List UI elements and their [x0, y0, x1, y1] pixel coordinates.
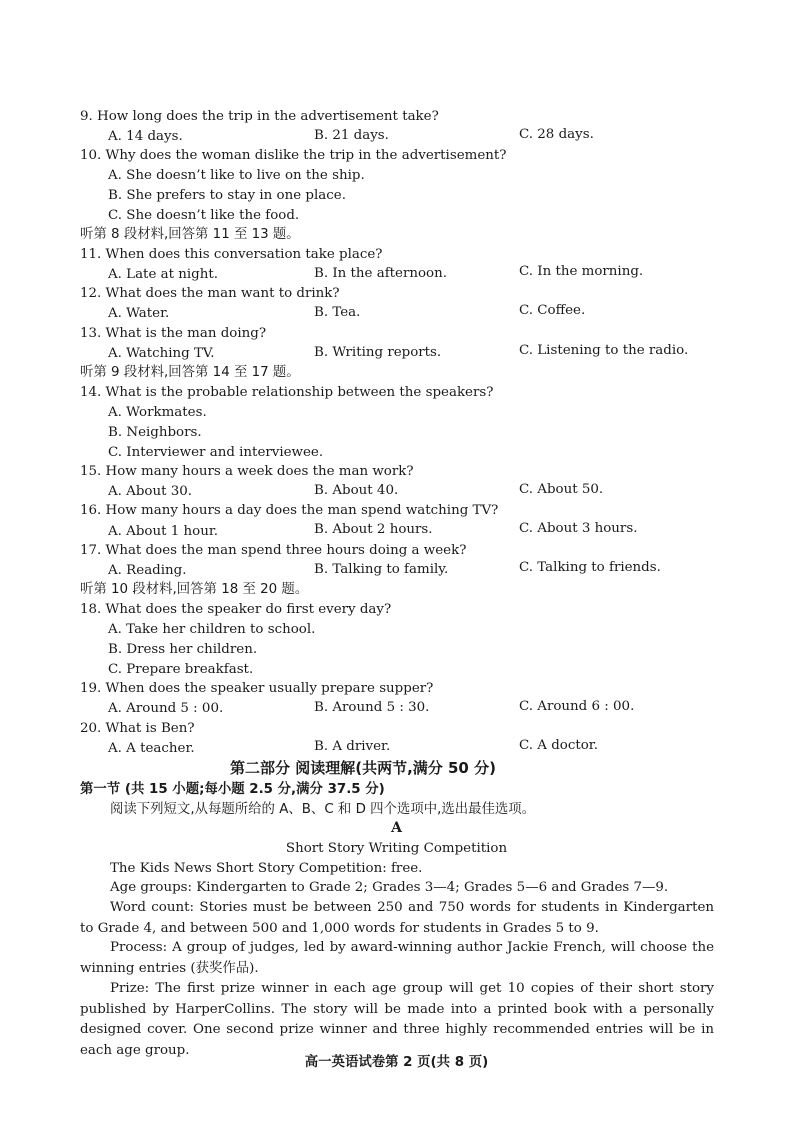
question-15-option-c: C. About 50. [519, 482, 604, 497]
question-9-option-a: A. 14 days. [108, 129, 183, 144]
question-12-option-c: C. Coffee. [519, 303, 586, 318]
question-18-option-a: A. Take her children to school. [108, 622, 316, 637]
question-14-option-a: A. Workmates. [108, 405, 207, 420]
question-14-option-c: C. Interviewer and interviewee. [108, 445, 324, 460]
page-footer: 高一英语试卷第 2 页(共 8 页) [304, 1055, 489, 1070]
passage-paragraph-4: Process: A group of judges, led by award-winning author Jackie French, will choose the winning entries (获奖作品). [80, 940, 714, 976]
question-9-option-c: C. 28 days. [519, 127, 594, 142]
question-17-stem: 17. What does the man spend three hours doing a week? [80, 543, 467, 558]
question-18-stem: 18. What does the speaker do first every day? [80, 602, 392, 617]
part-two-title: 第二部分 阅读理解(共两节,满分 50 分) [230, 759, 496, 777]
question-12-stem: 12. What does the man want to drink? [80, 286, 340, 301]
question-11-option-b: B. In the afternoon. [314, 266, 447, 281]
question-13-stem: 13. What is the man doing? [80, 326, 267, 341]
question-10-option-a: A. She doesn’t like to live on the ship. [108, 168, 365, 183]
question-16-option-c: C. About 3 hours. [519, 521, 638, 536]
question-14-stem: 14. What is the probable relationship between the speakers? [80, 385, 494, 400]
question-11-option-a: A. Late at night. [108, 267, 218, 282]
question-15-option-a: A. About 30. [108, 484, 193, 499]
question-19-option-b: B. Around 5 : 30. [314, 700, 430, 715]
question-15-option-b: B. About 40. [314, 483, 399, 498]
section-one-heading: 第一节 (共 15 小题;每小题 2.5 分,满分 37.5 分) [80, 782, 385, 797]
question-10-option-b: B. She prefers to stay in one place. [108, 188, 346, 203]
question-19-stem: 19. When does the speaker usually prepare supper? [80, 681, 434, 696]
question-16-stem: 16. How many hours a day does the man spend watching TV? [80, 503, 499, 518]
section-9-heading: 听第 9 段材料,回答第 14 至 17 题。 [80, 365, 300, 380]
question-20-option-b: B. A driver. [314, 739, 391, 754]
passage-paragraph-2: Age groups: Kindergarten to Grade 2; Grades 3—4; Grades 5—6 and Grades 7—9. [110, 880, 669, 895]
question-9-option-b: B. 21 days. [314, 128, 389, 143]
question-16-option-b: B. About 2 hours. [314, 522, 433, 537]
question-17-option-b: B. Talking to family. [314, 562, 449, 577]
question-19-option-a: A. Around 5 : 00. [108, 701, 224, 716]
question-18-option-b: B. Dress her children. [108, 642, 258, 657]
passage-title: Short Story Writing Competition [285, 841, 508, 856]
question-16-option-a: A. About 1 hour. [108, 524, 219, 539]
passage-paragraph-1: The Kids News Short Story Competition: free. [110, 861, 423, 876]
question-9-stem: 9. How long does the trip in the advertisement take? [80, 109, 439, 124]
question-13-option-c: C. Listening to the radio. [519, 343, 689, 358]
question-20-stem: 20. What is Ben? [80, 721, 195, 736]
section-8-heading: 听第 8 段材料,回答第 11 至 13 题。 [80, 227, 300, 242]
question-12-option-a: A. Water. [108, 306, 170, 321]
question-10-stem: 10. Why does the woman dislike the trip in the advertisement? [80, 148, 507, 163]
question-17-option-a: A. Reading. [108, 563, 187, 578]
question-10-option-c: C. She doesn’t like the food. [108, 208, 300, 223]
passage-letter: A [391, 820, 402, 836]
passage-paragraph-5: Prize: The first prize winner in each age group will get 10 copies of their short story published by HarperCollins. The story will be made into a printed book with a personally designed cover. One second prize winner and three highly recommended entries will be in each age group. [80, 981, 714, 1058]
question-19-option-c: C. Around 6 : 00. [519, 699, 635, 714]
question-15-stem: 15. How many hours a week does the man work? [80, 464, 414, 479]
question-12-option-b: B. Tea. [314, 305, 361, 320]
question-13-option-a: A. Watching TV. [108, 346, 215, 361]
question-20-option-a: A. A teacher. [108, 741, 195, 756]
question-13-option-b: B. Writing reports. [314, 345, 442, 360]
reading-instructions: 阅读下列短文,从每题所给的 A、B、C 和 D 四个选项中,选出最佳选项。 [110, 802, 536, 817]
question-20-option-c: C. A doctor. [519, 738, 598, 753]
question-14-option-b: B. Neighbors. [108, 425, 202, 440]
question-11-stem: 11. When does this conversation take place? [80, 247, 383, 262]
question-18-option-c: C. Prepare breakfast. [108, 662, 254, 677]
question-11-option-c: C. In the morning. [519, 264, 644, 279]
section-10-heading: 听第 10 段材料,回答第 18 至 20 题。 [80, 582, 309, 597]
question-17-option-c: C. Talking to friends. [519, 560, 661, 575]
passage-paragraph-3: Word count: Stories must be between 250 and 750 words for students in Kindergarten to Grade 4, and between 500 and 1,000 words for students in Grades 5 to 9. [80, 900, 714, 936]
